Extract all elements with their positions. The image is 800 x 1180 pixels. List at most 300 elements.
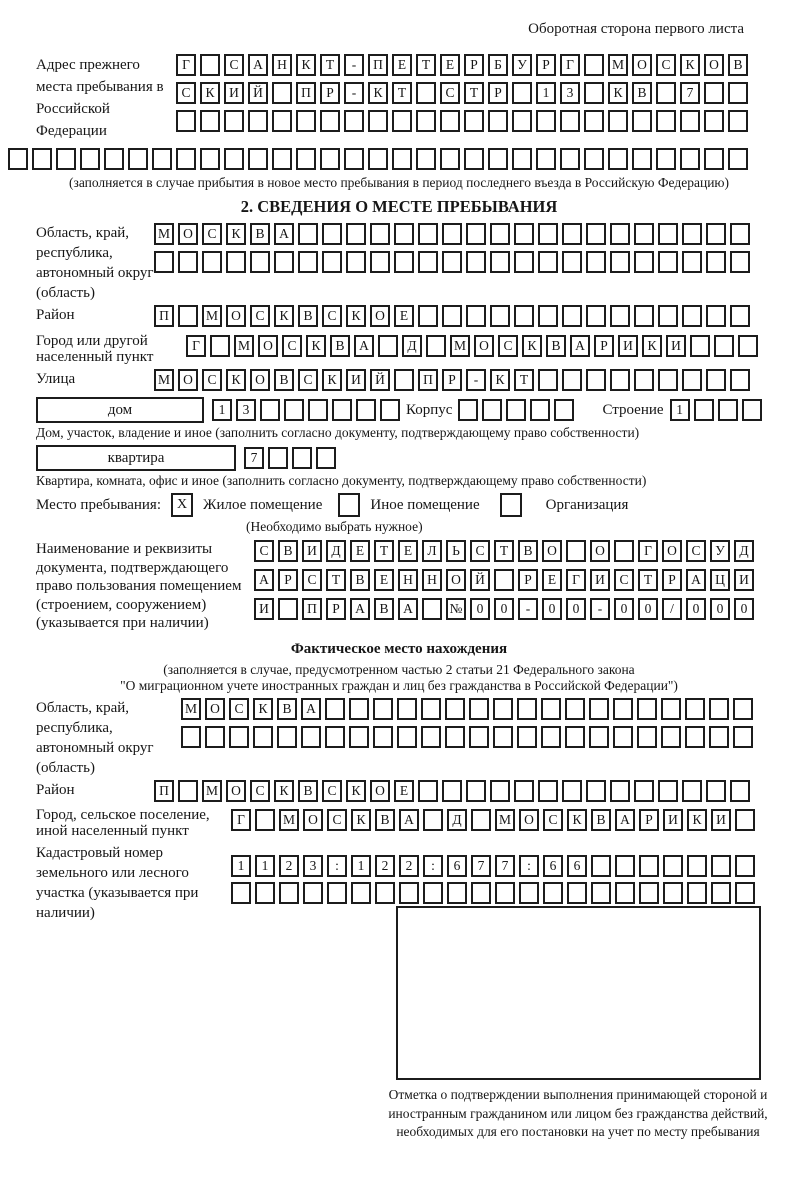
char-cell <box>661 726 681 748</box>
char-cell <box>368 148 388 170</box>
char-cell: А <box>301 698 321 720</box>
char-cell: О <box>704 54 724 76</box>
actual-district-block <box>36 780 762 802</box>
char-cell <box>634 251 654 273</box>
char-cell <box>685 726 705 748</box>
char-cell: К <box>226 369 246 391</box>
char-cell: С <box>250 780 270 802</box>
char-cell <box>538 369 558 391</box>
char-cell: О <box>542 540 562 562</box>
char-cell <box>205 726 225 748</box>
char-cell: В <box>591 809 611 831</box>
char-cell: М <box>154 369 174 391</box>
char-cell: И <box>590 569 610 591</box>
stamp-caption: Отметка о подтверждении выполнения принимающей стороной и иностранным гражданином или лицом без гражданства действий, необходимых для его постановки на учет по месту пребывания <box>388 1087 768 1139</box>
char-cell: В <box>375 809 395 831</box>
char-cell <box>658 251 678 273</box>
option-organization-label: Организация <box>545 496 629 513</box>
char-cell <box>610 780 630 802</box>
char-cell: И <box>346 369 366 391</box>
char-cell: Г <box>638 540 658 562</box>
prev-address-label: Адрес прежнего места пребывания в Российской Федерации <box>36 57 164 139</box>
char-cell <box>80 148 100 170</box>
char-cell: С <box>302 569 322 591</box>
char-cell: А <box>354 335 374 357</box>
char-cell <box>656 82 676 104</box>
char-cell <box>565 726 585 748</box>
char-cell <box>200 54 220 76</box>
char-cell <box>344 148 364 170</box>
char-cell: К <box>608 82 628 104</box>
char-cell: 0 <box>566 598 586 620</box>
char-cell <box>560 148 580 170</box>
char-cell: : <box>327 855 347 877</box>
actual-region-label: Область, край, республика, автономный округ (область) <box>36 699 154 776</box>
char-cell: К <box>322 369 342 391</box>
region-label: Область, край, республика, автономный округ (область) <box>36 225 154 301</box>
char-cell <box>663 855 683 877</box>
apartment-block <box>36 445 762 471</box>
char-cell: - <box>466 369 486 391</box>
char-cell <box>634 305 654 327</box>
char-cell <box>562 251 582 273</box>
char-cell <box>178 780 198 802</box>
cadastral-row1 <box>231 855 759 877</box>
char-cell: К <box>226 223 246 245</box>
char-cell <box>394 251 414 273</box>
char-cell: С <box>543 809 563 831</box>
char-cell <box>680 148 700 170</box>
char-cell <box>711 882 731 904</box>
char-cell <box>663 882 683 904</box>
char-cell: 1 <box>351 855 371 877</box>
char-cell: Р <box>326 598 346 620</box>
char-cell: Е <box>350 540 370 562</box>
char-cell <box>442 305 462 327</box>
char-cell: Д <box>402 335 422 357</box>
char-cell <box>178 251 198 273</box>
char-cell <box>176 110 196 132</box>
char-cell <box>229 726 249 748</box>
char-cell: Ц <box>710 569 730 591</box>
char-cell: С <box>614 569 634 591</box>
char-cell <box>351 882 371 904</box>
char-cell <box>493 698 513 720</box>
char-cell <box>418 251 438 273</box>
char-cell: Г <box>566 569 586 591</box>
char-cell <box>325 726 345 748</box>
char-cell: С <box>250 305 270 327</box>
char-cell <box>325 698 345 720</box>
char-cell <box>423 809 443 831</box>
char-cell: В <box>330 335 350 357</box>
char-cell: М <box>181 698 201 720</box>
char-cell <box>224 148 244 170</box>
char-cell <box>704 82 724 104</box>
char-cell: М <box>279 809 299 831</box>
char-cell: 2 <box>375 855 395 877</box>
char-cell: А <box>686 569 706 591</box>
actual-region-row1 <box>181 698 757 720</box>
char-cell: Т <box>416 54 436 76</box>
char-cell: Г <box>186 335 206 357</box>
char-cell <box>224 110 244 132</box>
char-cell: 2 <box>399 855 419 877</box>
char-cell: И <box>711 809 731 831</box>
char-cell <box>464 110 484 132</box>
char-cell <box>447 882 467 904</box>
char-cell <box>661 698 681 720</box>
char-cell: С <box>327 809 347 831</box>
char-cell <box>490 251 510 273</box>
char-cell <box>181 726 201 748</box>
char-cell <box>730 369 750 391</box>
char-cell: 2 <box>279 855 299 877</box>
char-cell: В <box>728 54 748 76</box>
char-cell: Е <box>392 54 412 76</box>
prev-address-cells <box>176 54 752 132</box>
char-cell <box>610 223 630 245</box>
char-cell <box>332 399 352 421</box>
char-cell <box>634 369 654 391</box>
district-row <box>154 305 754 327</box>
char-cell <box>255 882 275 904</box>
char-cell <box>586 223 606 245</box>
char-cell: К <box>274 780 294 802</box>
char-cell: О <box>303 809 323 831</box>
char-cell: С <box>440 82 460 104</box>
char-cell: 7 <box>495 855 515 877</box>
char-cell <box>682 369 702 391</box>
char-cell <box>250 251 270 273</box>
char-cell <box>632 148 652 170</box>
char-cell <box>584 54 604 76</box>
char-cell: В <box>250 223 270 245</box>
char-cell <box>730 251 750 273</box>
char-cell: 3 <box>560 82 580 104</box>
char-cell <box>682 251 702 273</box>
char-cell <box>685 698 705 720</box>
char-cell <box>608 110 628 132</box>
char-cell <box>253 726 273 748</box>
char-cell <box>541 698 561 720</box>
char-cell: Е <box>374 569 394 591</box>
char-cell <box>104 148 124 170</box>
char-cell <box>349 726 369 748</box>
char-cell <box>442 780 462 802</box>
char-cell <box>519 882 539 904</box>
char-cell: 0 <box>686 598 706 620</box>
char-cell: В <box>298 305 318 327</box>
right-document-row2 <box>254 569 758 591</box>
char-cell: Г <box>176 54 196 76</box>
char-cell: О <box>205 698 225 720</box>
char-cell <box>495 882 515 904</box>
apartment-note: Квартира, комната, офис и иное (заполнить согласно документу, подтверждающему право собственности) <box>36 473 647 488</box>
char-cell <box>469 726 489 748</box>
char-cell <box>370 251 390 273</box>
char-cell: К <box>490 369 510 391</box>
char-cell: В <box>374 598 394 620</box>
char-cell <box>541 726 561 748</box>
region-block <box>36 223 762 303</box>
char-cell <box>514 780 534 802</box>
char-cell <box>301 726 321 748</box>
char-cell <box>346 223 366 245</box>
char-cell <box>493 726 513 748</box>
char-cell: : <box>423 855 443 877</box>
char-cell <box>538 305 558 327</box>
char-cell <box>565 698 585 720</box>
char-cell <box>730 780 750 802</box>
char-cell: Е <box>440 54 460 76</box>
char-cell <box>728 82 748 104</box>
char-cell: - <box>344 54 364 76</box>
char-cell: Д <box>447 809 467 831</box>
char-cell: И <box>663 809 683 831</box>
char-cell <box>375 882 395 904</box>
char-cell <box>344 110 364 132</box>
char-cell: 7 <box>680 82 700 104</box>
char-cell: А <box>274 223 294 245</box>
char-cell: Т <box>494 540 514 562</box>
char-cell <box>656 148 676 170</box>
cadastral-label: Кадастровый номер земельного или лесного участка (указывается при наличии) <box>36 844 199 921</box>
actual-city-row <box>231 809 759 831</box>
char-cell <box>298 223 318 245</box>
char-cell <box>422 598 442 620</box>
char-cell <box>566 540 586 562</box>
actual-city-label: Город, сельское поселение, иной населенный пункт <box>36 806 210 839</box>
char-cell <box>687 855 707 877</box>
char-cell: И <box>224 82 244 104</box>
char-cell: Б <box>488 54 508 76</box>
char-cell <box>730 223 750 245</box>
char-cell <box>517 726 537 748</box>
char-cell <box>458 399 478 421</box>
prev-address-row2 <box>176 82 752 104</box>
char-cell <box>586 780 606 802</box>
char-cell: С <box>656 54 676 76</box>
actual-location-note1: (заполняется в случае, предусмотренном частью 2 статьи 21 Федерального закона <box>163 661 635 677</box>
right-document-block <box>36 540 762 633</box>
char-cell <box>399 882 419 904</box>
section2-title: 2. СВЕДЕНИЯ О МЕСТЕ ПРЕБЫВАНИЯ <box>240 197 558 216</box>
char-cell <box>562 780 582 802</box>
char-cell <box>320 110 340 132</box>
char-cell: О <box>178 369 198 391</box>
stroenie-label: Строение <box>602 402 664 418</box>
char-cell <box>512 148 532 170</box>
right-document-cells <box>254 540 758 620</box>
char-cell <box>469 698 489 720</box>
char-cell <box>536 148 556 170</box>
char-cell: У <box>512 54 532 76</box>
char-cell <box>562 305 582 327</box>
char-cell: П <box>154 780 174 802</box>
char-cell: П <box>418 369 438 391</box>
char-cell <box>421 726 441 748</box>
char-cell: Е <box>394 780 414 802</box>
char-cell <box>128 148 148 170</box>
char-cell: К <box>680 54 700 76</box>
char-cell <box>706 223 726 245</box>
char-cell: В <box>274 369 294 391</box>
char-cell: И <box>666 335 686 357</box>
char-cell <box>426 335 446 357</box>
char-cell <box>586 305 606 327</box>
char-cell <box>613 726 633 748</box>
char-cell: Т <box>320 54 340 76</box>
char-cell <box>421 698 441 720</box>
char-cell: К <box>642 335 662 357</box>
district-label: Район <box>36 307 75 323</box>
char-cell: К <box>567 809 587 831</box>
char-cell: К <box>200 82 220 104</box>
char-cell: С <box>322 780 342 802</box>
char-cell: Ь <box>446 540 466 562</box>
char-cell <box>584 148 604 170</box>
char-cell <box>639 882 659 904</box>
char-cell: В <box>278 540 298 562</box>
char-cell <box>490 780 510 802</box>
char-cell <box>466 251 486 273</box>
char-cell: Й <box>470 569 490 591</box>
char-cell: У <box>710 540 730 562</box>
char-cell <box>277 726 297 748</box>
actual-location-note2: "О миграционном учете иностранных граждан и лиц без гражданства в Российской Федерации") <box>120 678 678 693</box>
char-cell: К <box>368 82 388 104</box>
char-cell <box>658 369 678 391</box>
char-cell: П <box>154 305 174 327</box>
cadastral-cells <box>231 855 759 904</box>
char-cell: Д <box>326 540 346 562</box>
char-cell <box>284 399 304 421</box>
char-cell: П <box>296 82 316 104</box>
char-cell: Д <box>734 540 754 562</box>
char-cell <box>490 305 510 327</box>
stamp-box <box>396 906 761 1080</box>
char-cell <box>637 726 657 748</box>
char-cell <box>488 148 508 170</box>
char-cell: О <box>632 54 652 76</box>
char-cell <box>373 726 393 748</box>
house-number-row <box>212 399 404 421</box>
street-block <box>36 369 762 391</box>
char-cell: А <box>248 54 268 76</box>
char-cell <box>392 110 412 132</box>
char-cell <box>394 223 414 245</box>
house-box-label: дом <box>36 397 204 423</box>
char-cell <box>718 399 738 421</box>
char-cell: А <box>399 809 419 831</box>
char-cell <box>554 399 574 421</box>
char-cell <box>733 698 753 720</box>
char-cell <box>268 447 288 469</box>
char-cell: Е <box>398 540 418 562</box>
char-cell <box>178 305 198 327</box>
char-cell: 0 <box>638 598 658 620</box>
char-cell <box>8 148 28 170</box>
char-cell <box>584 82 604 104</box>
street-label: Улица <box>36 371 76 387</box>
char-cell <box>690 335 710 357</box>
char-cell <box>303 882 323 904</box>
char-cell: О <box>250 369 270 391</box>
char-cell: О <box>474 335 494 357</box>
char-cell <box>634 780 654 802</box>
char-cell: 0 <box>734 598 754 620</box>
char-cell: 3 <box>236 399 256 421</box>
char-cell: - <box>518 598 538 620</box>
char-cell: Р <box>662 569 682 591</box>
char-cell: О <box>446 569 466 591</box>
char-cell: В <box>518 540 538 562</box>
char-cell <box>512 110 532 132</box>
char-cell <box>514 223 534 245</box>
char-cell: Р <box>594 335 614 357</box>
char-cell: 6 <box>447 855 467 877</box>
char-cell <box>728 148 748 170</box>
char-cell <box>709 726 729 748</box>
char-cell: Р <box>320 82 340 104</box>
char-cell <box>464 148 484 170</box>
char-cell: Р <box>442 369 462 391</box>
char-cell <box>730 305 750 327</box>
char-cell: Е <box>542 569 562 591</box>
stay-type-block <box>36 493 762 517</box>
char-cell <box>356 399 376 421</box>
char-cell: Р <box>278 569 298 591</box>
char-cell <box>471 809 491 831</box>
char-cell: 0 <box>614 598 634 620</box>
char-cell <box>320 148 340 170</box>
char-cell <box>682 780 702 802</box>
char-cell <box>538 223 558 245</box>
char-cell <box>738 335 758 357</box>
char-cell: - <box>344 82 364 104</box>
char-cell <box>272 110 292 132</box>
char-cell: М <box>450 335 470 357</box>
actual-region-block <box>36 698 762 778</box>
char-cell: В <box>546 335 566 357</box>
char-cell <box>466 780 486 802</box>
char-cell: Г <box>560 54 580 76</box>
char-cell: Т <box>638 569 658 591</box>
char-cell <box>200 148 220 170</box>
char-cell <box>562 223 582 245</box>
char-cell <box>680 110 700 132</box>
char-cell <box>423 882 443 904</box>
char-cell <box>711 855 731 877</box>
char-cell <box>440 110 460 132</box>
char-cell: Т <box>464 82 484 104</box>
char-cell <box>639 855 659 877</box>
char-cell <box>613 698 633 720</box>
checkbox-other-premises <box>338 493 360 517</box>
char-cell: С <box>470 540 490 562</box>
char-cell <box>368 110 388 132</box>
right-document-row3 <box>254 598 758 620</box>
char-cell: Т <box>514 369 534 391</box>
char-cell <box>637 698 657 720</box>
prev-address-note: (заполняется в случае прибытия в новое место пребывания в период последнего въезда в Российскую Федерацию) <box>68 175 730 190</box>
char-cell: А <box>350 598 370 620</box>
char-cell <box>586 369 606 391</box>
char-cell <box>32 148 52 170</box>
char-cell <box>373 698 393 720</box>
char-cell: П <box>368 54 388 76</box>
